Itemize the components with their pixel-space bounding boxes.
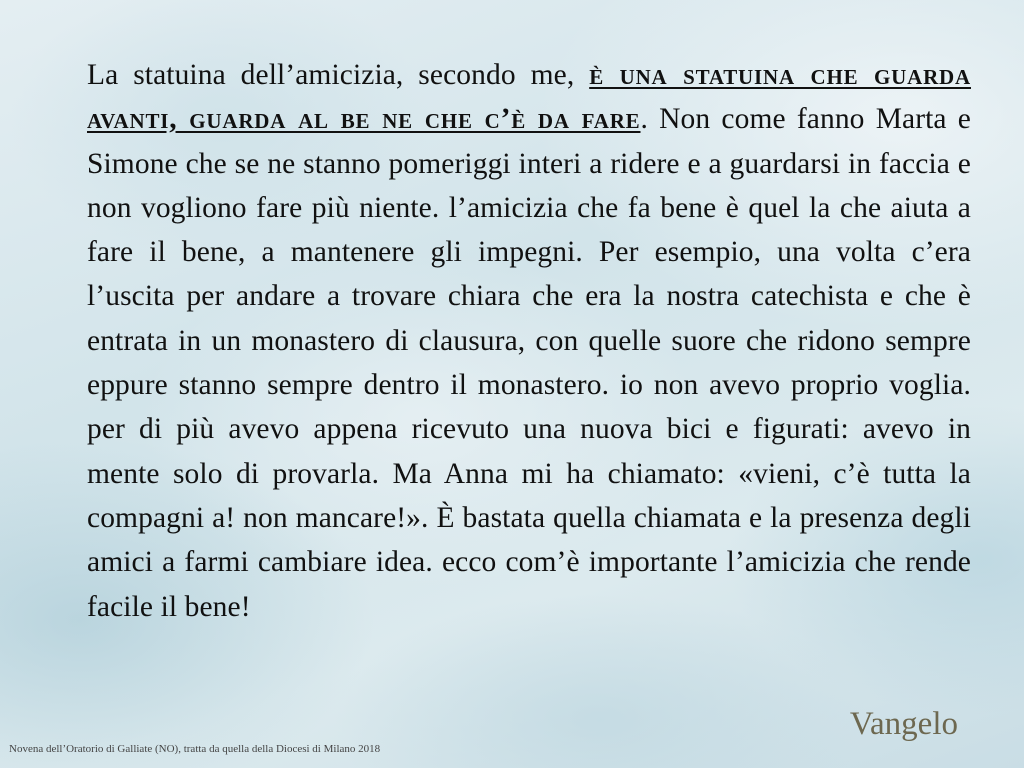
slide-body-text (87, 53, 971, 629)
emphasized-phrase: è una statuina che guarda avanti, guarda al be ne che c’è da fare (87, 59, 971, 136)
body-text-continuation: . Non come fanno Marta e Simone che se ne stanno pomeriggi interi a ridere e a guardarsi in faccia e non vogliono fare più niente. l’amicizia che fa bene è quel la che aiuta a fare il bene, a mantenere gli impegni. Per esempio, una volta c’era l’uscita per andare a trovare chiara che era la nostra catechista e che è entrata in un monastero di clausura, con quelle suore che ridono sempre eppure stanno sempre dentro il monastero. io non avevo proprio voglia. per di più avevo appena ricevuto una nuova bici e figurati: avevo in mente solo di provarla. Ma Anna mi ha chiamato: «vieni, c’è tutta la compagni a! non mancare!». È bastata quella chiamata e la presenza degli amici a farmi cambiare idea. ecco com’è importante l’amicizia che rende facile il bene! (87, 103, 971, 623)
body-text-intro: La statuina dell’amicizia, secondo me, (87, 59, 590, 91)
section-label: Vangelo (849, 706, 958, 742)
footer-credit: Novena dell’Oratorio di Galliate (NO), tratta da quella della Diocesi di Milano 2018 (9, 743, 381, 755)
